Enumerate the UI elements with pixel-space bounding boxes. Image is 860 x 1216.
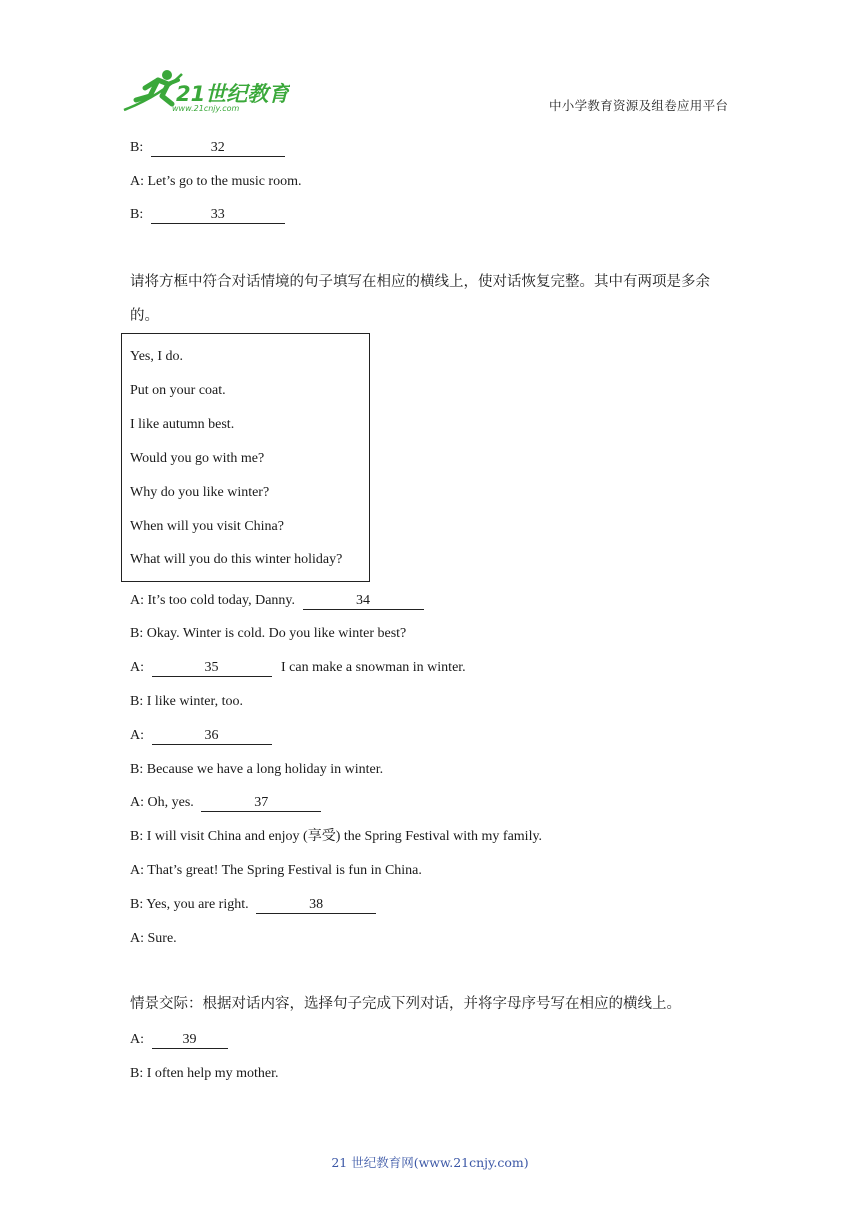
speaker-label: A:: [130, 1032, 144, 1047]
speaker-label: B:: [130, 140, 144, 155]
dialogue-line: A: Sure.: [130, 931, 177, 946]
dialogue-line: [130, 591, 424, 611]
option-item: Yes, I do.: [130, 349, 184, 364]
dialogue-text: B: Yes, you are right.: [130, 897, 249, 912]
answer-blank-35: 35: [152, 659, 272, 677]
dialogue-text: A: Oh, yes.: [130, 795, 194, 810]
options-box: [121, 333, 370, 582]
dialogue-line: [130, 726, 272, 746]
dialogue-line: B: Okay. Winter is cold. Do you like winter best?: [130, 626, 407, 641]
dialogue-line: B: I often help my mother.: [130, 1066, 279, 1081]
option-item: Would you go with me?: [130, 451, 265, 466]
option-item: I like autumn best.: [130, 417, 235, 432]
answer-blank-37: 37: [201, 794, 321, 812]
section-instruction: 情景交际：根据对话内容，选择句子完成下列对话，并将字母序号写在相应的横线上。: [130, 996, 681, 1012]
answer-blank-39: 39: [152, 1031, 228, 1049]
section-instruction: 请将方框中符合对话情境的句子填写在相应的横线上，使对话恢复完整。其中有两项是多余: [130, 274, 710, 290]
dialogue-line: B: Because we have a long holiday in winter.: [130, 762, 384, 777]
section-instruction-cont: 的。: [130, 308, 159, 324]
logo-main-text: 21世纪教育: [176, 82, 290, 106]
option-item: When will you visit China?: [130, 519, 284, 534]
answer-blank-36: 36: [152, 727, 272, 745]
footer-link[interactable]: 21 世纪教育网(www.21cnjy.com): [331, 1155, 529, 1170]
dialogue-line: [130, 658, 466, 678]
speaker-label: B:: [130, 207, 144, 222]
answer-blank-38: 38: [256, 896, 376, 914]
header-platform-text: 中小学教育资源及组卷应用平台: [549, 98, 729, 113]
answer-blank-32: 32: [151, 139, 285, 157]
dialogue-line: A: Let’s go to the music room.: [130, 174, 302, 189]
dialogue-text: A: It’s too cold today, Danny.: [130, 593, 295, 608]
option-item: Why do you like winter?: [130, 485, 270, 500]
runner-logo-icon: [120, 66, 290, 116]
logo-url-text: www.21cnjy.com: [172, 104, 240, 113]
dialogue-line: [130, 205, 285, 225]
dialogue-line: B: I like winter, too.: [130, 694, 243, 709]
option-item: What will you do this winter holiday?: [130, 552, 343, 567]
option-item: Put on your coat.: [130, 383, 226, 398]
answer-blank-34: 34: [303, 592, 424, 610]
dialogue-line: [130, 895, 376, 915]
dialogue-line: [130, 138, 285, 158]
dialogue-text: I can make a snowman in winter.: [281, 660, 466, 675]
dialogue-line: [130, 1030, 228, 1050]
answer-blank-33: 33: [151, 206, 285, 224]
speaker-label: A:: [130, 660, 144, 675]
dialogue-line: B: I will visit China and enjoy (享受) the Spring Festival with my family.: [130, 829, 543, 844]
dialogue-line: A: That’s great! The Spring Festival is fun in China.: [130, 863, 422, 878]
speaker-label: A:: [130, 728, 144, 743]
dialogue-line: [130, 793, 321, 813]
logo: [120, 66, 290, 116]
